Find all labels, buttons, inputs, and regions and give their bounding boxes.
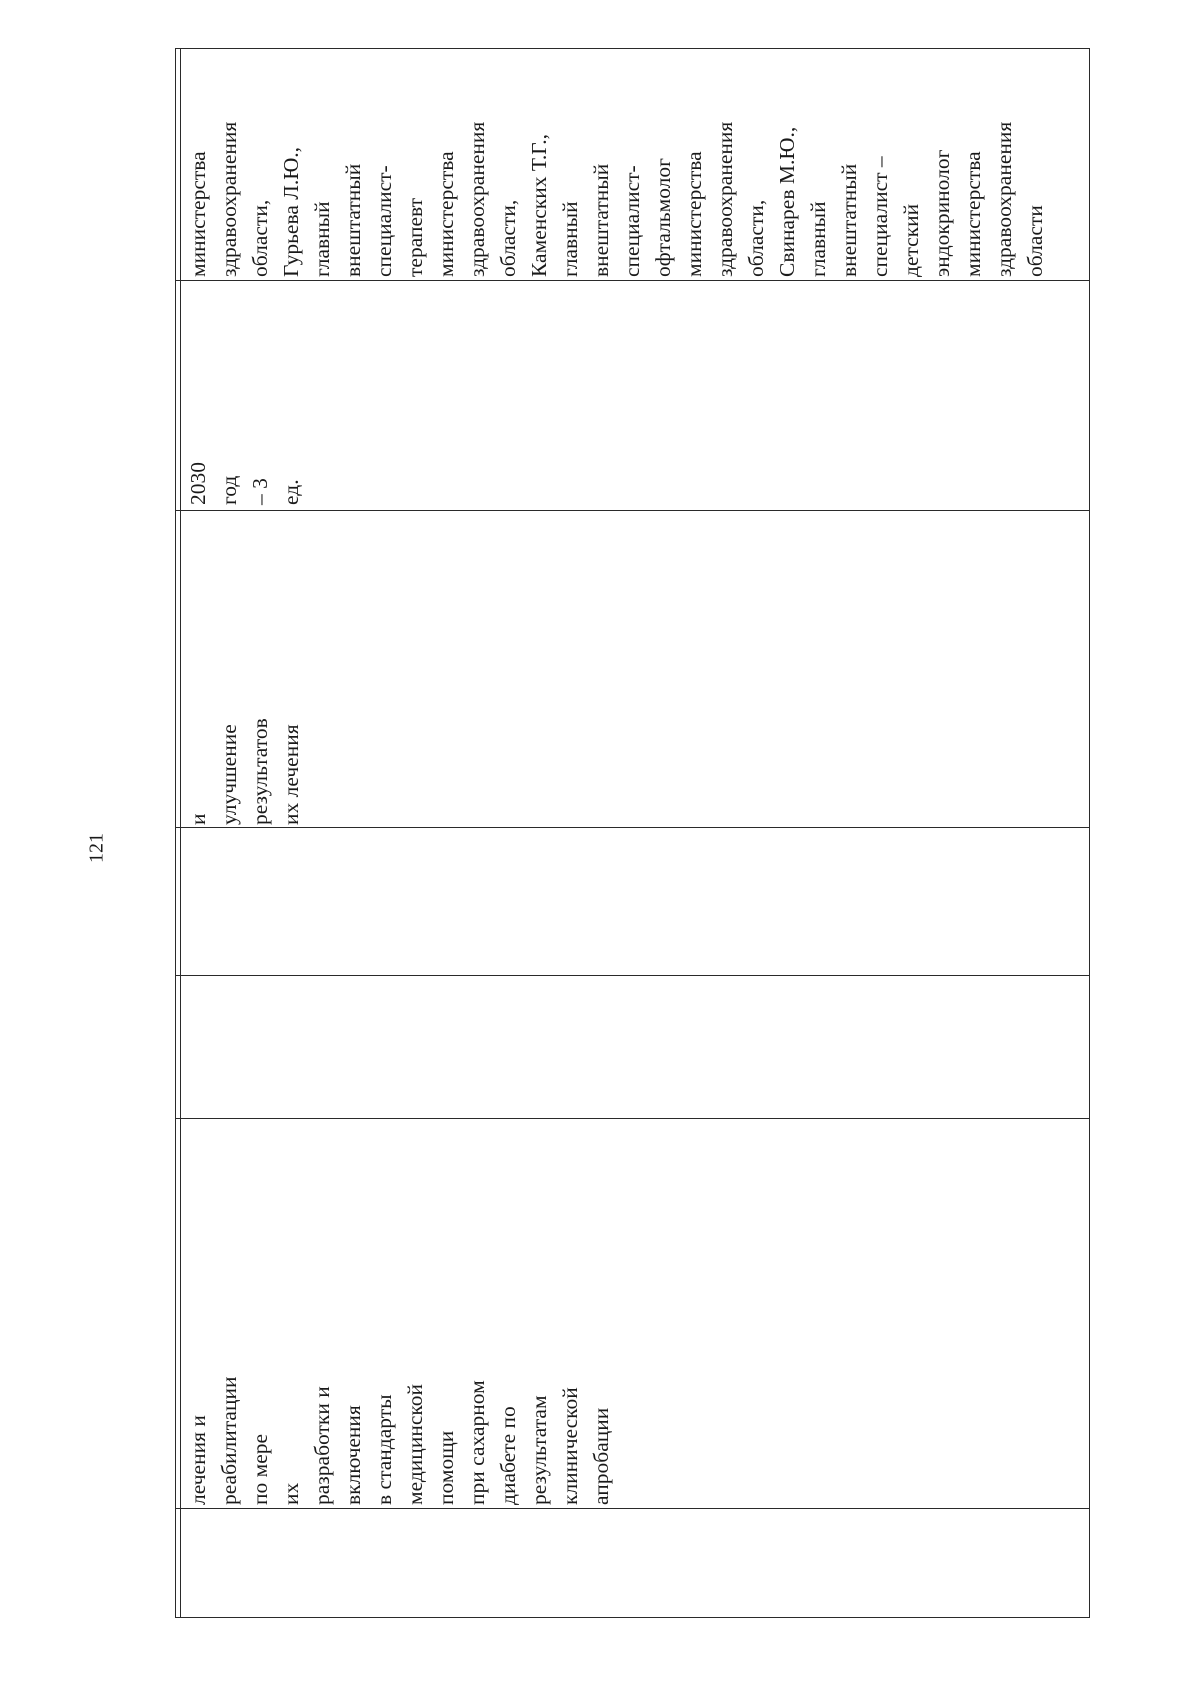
cell-border — [175, 510, 1090, 511]
cell-target-text: 2030 год – 3 ед. — [186, 462, 303, 505]
cell-result-text: и улучшение результатов их лечения — [186, 718, 303, 825]
cell-border — [175, 1508, 1090, 1509]
cell-border — [175, 975, 1090, 976]
cell-border — [180, 48, 181, 1618]
cell-measure-text: лечения и реабилитации по мере их разработки и включения в стандарты медицинской помощи при сахарном диабете по результатам клинической апробации — [186, 1376, 613, 1505]
cell-responsible-text: министерства здравоохранения области, Гурьева Л.Ю., главный внештатный специалист- терапевт министерства здравоохранения области, Каменских Т.Г., главный внештатный специалист- офтальмолог министерства здравоохранения области, Свинарев М.Ю., главный внештатный специалист – детский эндокринолог министерства здравоохранения области — [186, 121, 1047, 277]
cell-border — [175, 1118, 1090, 1119]
page-number: 121 — [85, 833, 108, 863]
cell-border — [175, 280, 1090, 281]
cell-border — [175, 827, 1090, 828]
